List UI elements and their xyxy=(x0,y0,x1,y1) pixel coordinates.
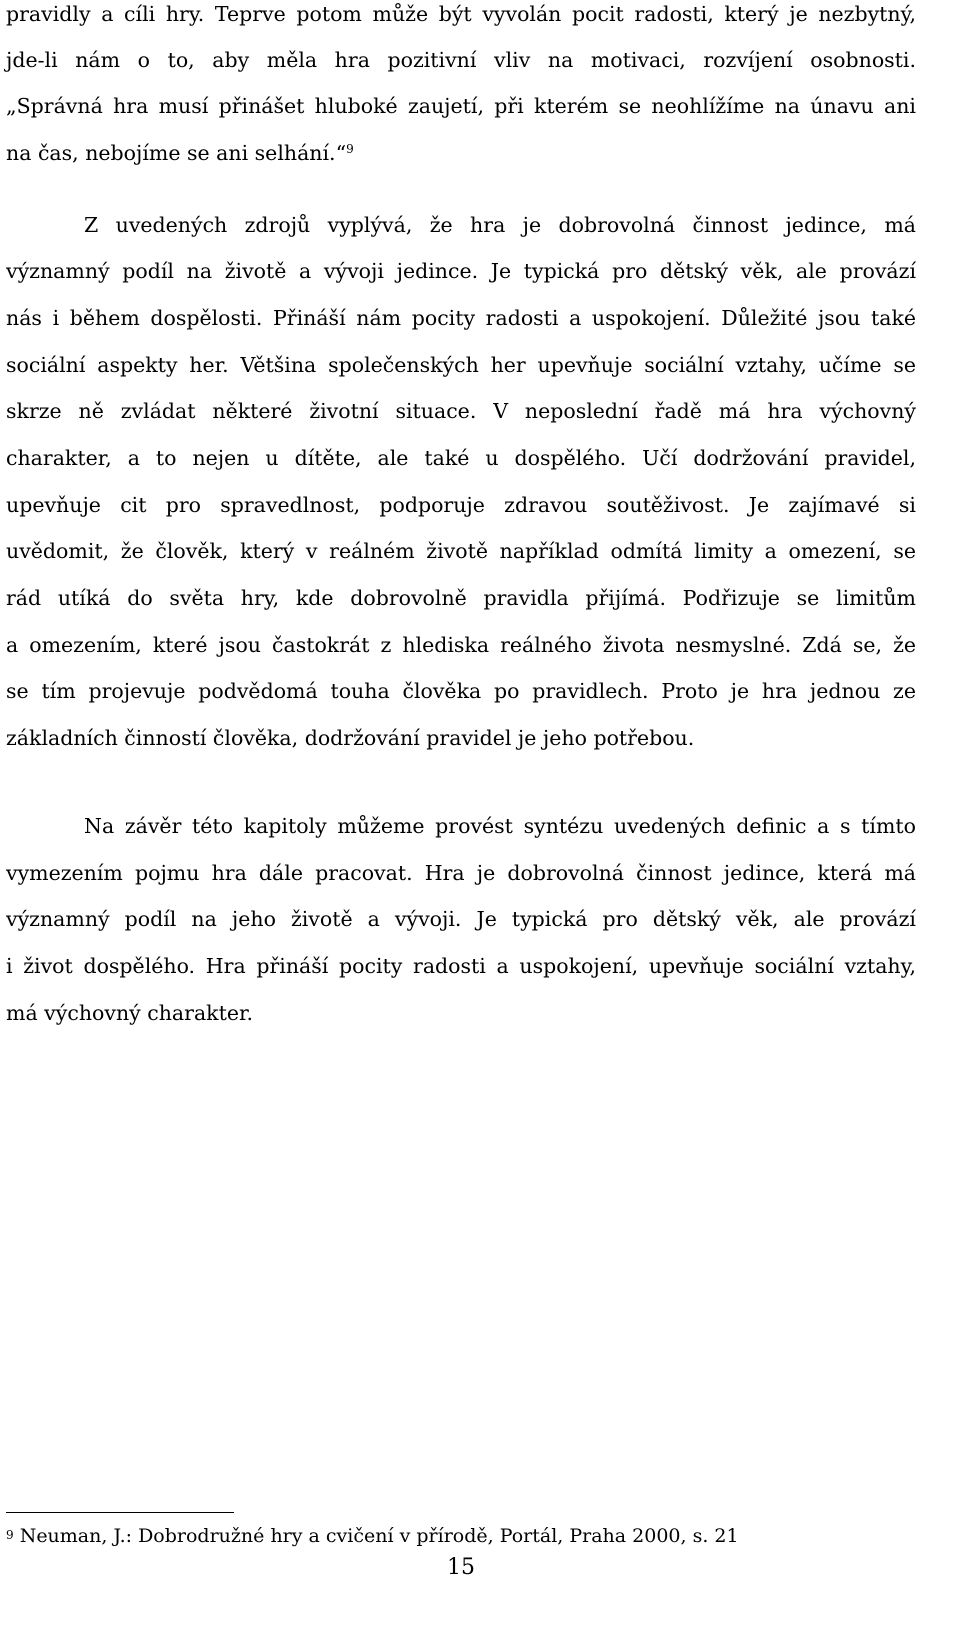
paragraph-2-line-5: skrze ně zvládat některé životní situace. V neposlední řadě má hra výchovný xyxy=(6,399,916,423)
paragraph-2-line-9: rád utíká do světa hry, kde dobrovolně pravidla přijímá. Podřizuje se limitům xyxy=(6,586,916,610)
paragraph-2-line-7: upevňuje cit pro spravedlnost, podporuje zdravou soutěživost. Je zajímavé si xyxy=(6,493,916,517)
paragraph-3-line-3: významný podíl na jeho životě a vývoji. Je typická pro dětský věk, ale provází xyxy=(6,907,916,931)
footnote-number: 9 xyxy=(6,1528,14,1542)
paragraph-1-line-3: „Správná hra musí přinášet hluboké zaujetí, při kterém se neohlížíme na únavu ani xyxy=(6,94,916,118)
paragraph-2-line-11: se tím projevuje podvědomá touha člověka po pravidlech. Proto je hra jednou ze xyxy=(6,679,916,703)
paragraph-3-line-4: i život dospělého. Hra přináší pocity radosti a uspokojení, upevňuje sociální vztahy, xyxy=(6,954,916,978)
paragraph-3-line-2: vymezením pojmu hra dále pracovat. Hra je dobrovolná činnost jedince, která má xyxy=(6,861,916,885)
paragraph-2-line-6: charakter, a to nejen u dítěte, ale také u dospělého. Učí dodržování pravidel, xyxy=(6,446,916,470)
paragraph-2-line-3: nás i během dospělosti. Přináší nám pocity radosti a uspokojení. Důležité jsou také xyxy=(6,306,916,330)
quote-end-text: na čas, nebojíme se ani selhání.“ xyxy=(6,141,347,165)
paragraph-2-line-10: a omezením, které jsou častokrát z hlediska reálného života nesmyslné. Zdá se, že xyxy=(6,633,916,657)
paragraph-1-line-2: jde-li nám o to, aby měla hra pozitivní vliv na motivaci, rozvíjení osobnosti. xyxy=(6,48,916,72)
paragraph-2-line-1: Z uvedených zdrojů vyplývá, že hra je dobrovolná činnost jedince, má xyxy=(84,213,916,237)
footnote-separator xyxy=(6,1512,234,1513)
paragraph-1-line-4 xyxy=(6,140,916,166)
paragraph-2-line-8: uvědomit, že člověk, který v reálném životě například odmítá limity a omezení, se xyxy=(6,539,916,563)
page-number: 15 xyxy=(447,1555,475,1580)
paragraph-3-line-5: má výchovný charakter. xyxy=(6,1001,254,1025)
paragraph-2-line-2: významný podíl na životě a vývoji jedince. Je typická pro dětský věk, ale provází xyxy=(6,259,916,283)
footnote-text: Neuman, J.: Dobrodružné hry a cvičení v přírodě, Portál, Praha 2000, s. 21 xyxy=(19,1525,739,1547)
paragraph-2-line-4: sociální aspekty her. Většina společenských her upevňuje sociální vztahy, učíme se xyxy=(6,353,916,377)
paragraph-1-line-1: pravidly a cíli hry. Teprve potom může být vyvolán pocit radosti, který je nezbytný, xyxy=(6,2,916,26)
footnote-reference: 9 xyxy=(346,142,354,156)
paragraph-3-line-1: Na závěr této kapitoly můžeme provést syntézu uvedených definic a s tímto xyxy=(84,814,916,838)
footnote xyxy=(6,1524,739,1548)
paragraph-2-line-12: základních činností člověka, dodržování pravidel je jeho potřebou. xyxy=(6,726,695,750)
